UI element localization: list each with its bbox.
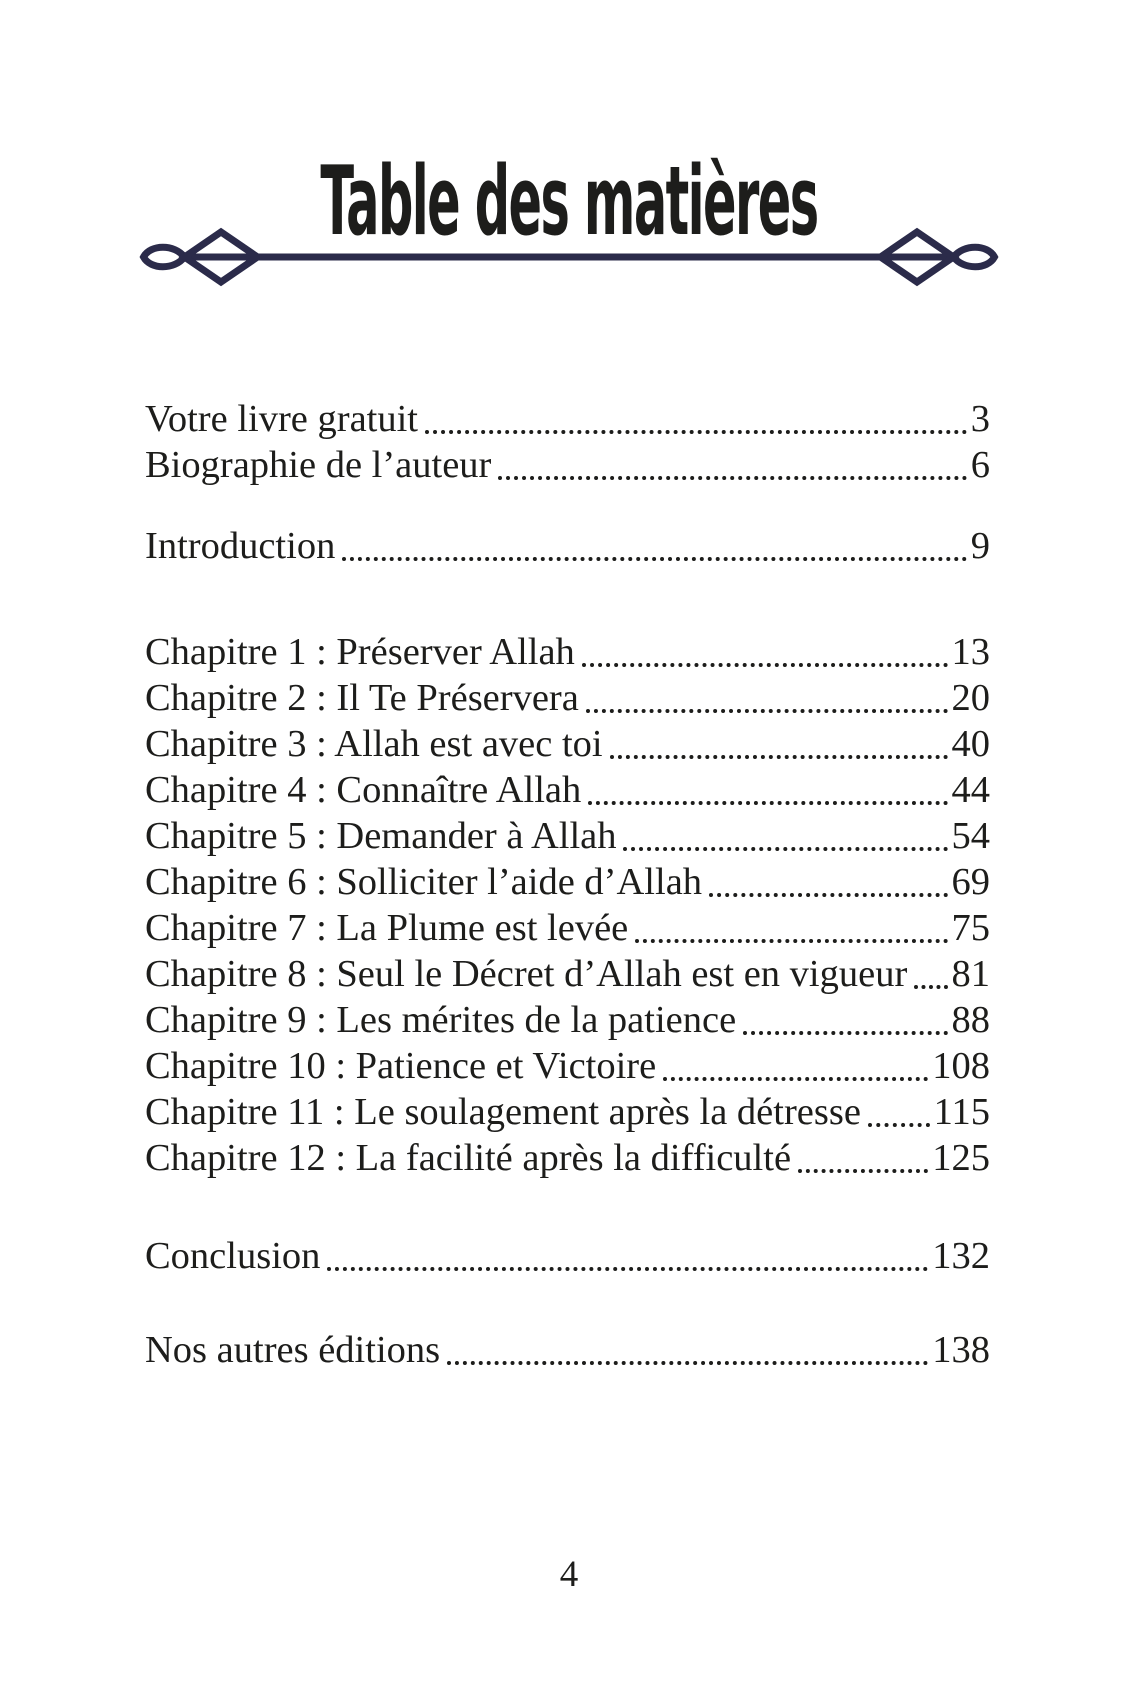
toc-entry-label: Chapitre 12 : La facilité après la difficulté [145, 1137, 792, 1179]
toc-entry [145, 396, 990, 442]
toc-entry [145, 813, 990, 859]
toc-dot-leader [610, 755, 948, 759]
toc-dot-leader [582, 663, 948, 667]
toc-entry-label: Introduction [145, 525, 336, 567]
toc-entry-page: 20 [951, 677, 990, 719]
toc-entry-page: 9 [970, 525, 990, 567]
toc-dot-leader [709, 893, 947, 897]
toc-entry-label: Chapitre 6 : Solliciter l’aide d’Allah [145, 861, 703, 903]
toc-entry-label: Biographie de l’auteur [145, 444, 492, 486]
toc-entry-label: Votre livre gratuit [145, 398, 418, 440]
toc-dot-leader [914, 985, 947, 989]
toc-dot-leader [425, 430, 967, 434]
toc-dot-leader [743, 1031, 947, 1035]
toc-entry-page: 13 [951, 631, 990, 673]
toc-dot-leader [663, 1077, 928, 1081]
toc-group [145, 396, 990, 488]
toc-entry-page: 40 [951, 723, 990, 765]
toc-entry [145, 905, 990, 951]
toc-entry-page: 75 [951, 907, 990, 949]
toc-dot-leader [635, 939, 947, 943]
toc-entry-label: Nos autres éditions [145, 1329, 441, 1371]
toc-entry [145, 767, 990, 813]
toc-entry-label: Chapitre 3 : Allah est avec toi [145, 723, 603, 765]
toc-entry [145, 1233, 990, 1279]
toc-entry [145, 675, 990, 721]
toc-entry-label: Chapitre 10 : Patience et Victoire [145, 1045, 657, 1087]
toc-entry [145, 1135, 990, 1181]
folio-page-number: 4 [559, 1554, 579, 1595]
toc-entry-page: 54 [951, 815, 990, 857]
toc-entry [145, 523, 990, 569]
toc-entry-label: Chapitre 4 : Connaître Allah [145, 769, 582, 811]
toc-entry [145, 997, 990, 1043]
toc-group [145, 629, 990, 1181]
toc-entry-page: 3 [970, 398, 990, 440]
toc-entry-page: 6 [970, 444, 990, 486]
toc-entry-label: Chapitre 9 : Les mérites de la patience [145, 999, 737, 1041]
toc-dot-leader [588, 801, 947, 805]
divider-ornament-icon [139, 225, 1000, 289]
toc-entry [145, 721, 990, 767]
toc-entry-label: Conclusion [145, 1235, 321, 1277]
toc-entry [145, 1327, 990, 1373]
toc-entry-label: Chapitre 8 : Seul le Décret d’Allah est en vigueur [145, 953, 908, 995]
toc-entry-page: 125 [932, 1137, 990, 1179]
toc-dot-leader [798, 1169, 928, 1173]
toc-entry [145, 442, 990, 488]
toc-entry-page: 88 [951, 999, 990, 1041]
toc-group [145, 1327, 990, 1373]
toc-entry-page: 108 [932, 1045, 990, 1087]
ornamental-divider [139, 225, 1000, 289]
toc-dot-leader [447, 1361, 928, 1365]
toc-entry [145, 629, 990, 675]
toc-group [145, 523, 990, 569]
toc-entry [145, 859, 990, 905]
toc-entry-label: Chapitre 5 : Demander à Allah [145, 815, 617, 857]
page-title: Table des matières [320, 146, 818, 257]
toc-dot-leader [498, 476, 966, 480]
toc-dot-leader [327, 1267, 928, 1271]
toc-entry-label: Chapitre 7 : La Plume est levée [145, 907, 629, 949]
toc-dot-leader [868, 1123, 930, 1127]
toc-entry-page: 115 [933, 1091, 990, 1133]
toc-entry-page: 44 [951, 769, 990, 811]
toc-entry-label: Chapitre 2 : Il Te Préservera [145, 677, 579, 719]
toc [145, 396, 990, 1373]
toc-entry-page: 138 [932, 1329, 990, 1371]
toc-entry-label: Chapitre 11 : Le soulagement après la détresse [145, 1091, 861, 1133]
toc-entry [145, 951, 990, 997]
toc-group [145, 1233, 990, 1279]
toc-entry-page: 69 [951, 861, 990, 903]
toc-dot-leader [586, 709, 948, 713]
toc-entry-label: Chapitre 1 : Préserver Allah [145, 631, 575, 673]
toc-entry [145, 1043, 990, 1089]
toc-entry-page: 132 [932, 1235, 990, 1277]
toc-dot-leader [342, 557, 966, 561]
toc-entry [145, 1089, 990, 1135]
toc-entry-page: 81 [951, 953, 990, 995]
toc-dot-leader [623, 847, 947, 851]
